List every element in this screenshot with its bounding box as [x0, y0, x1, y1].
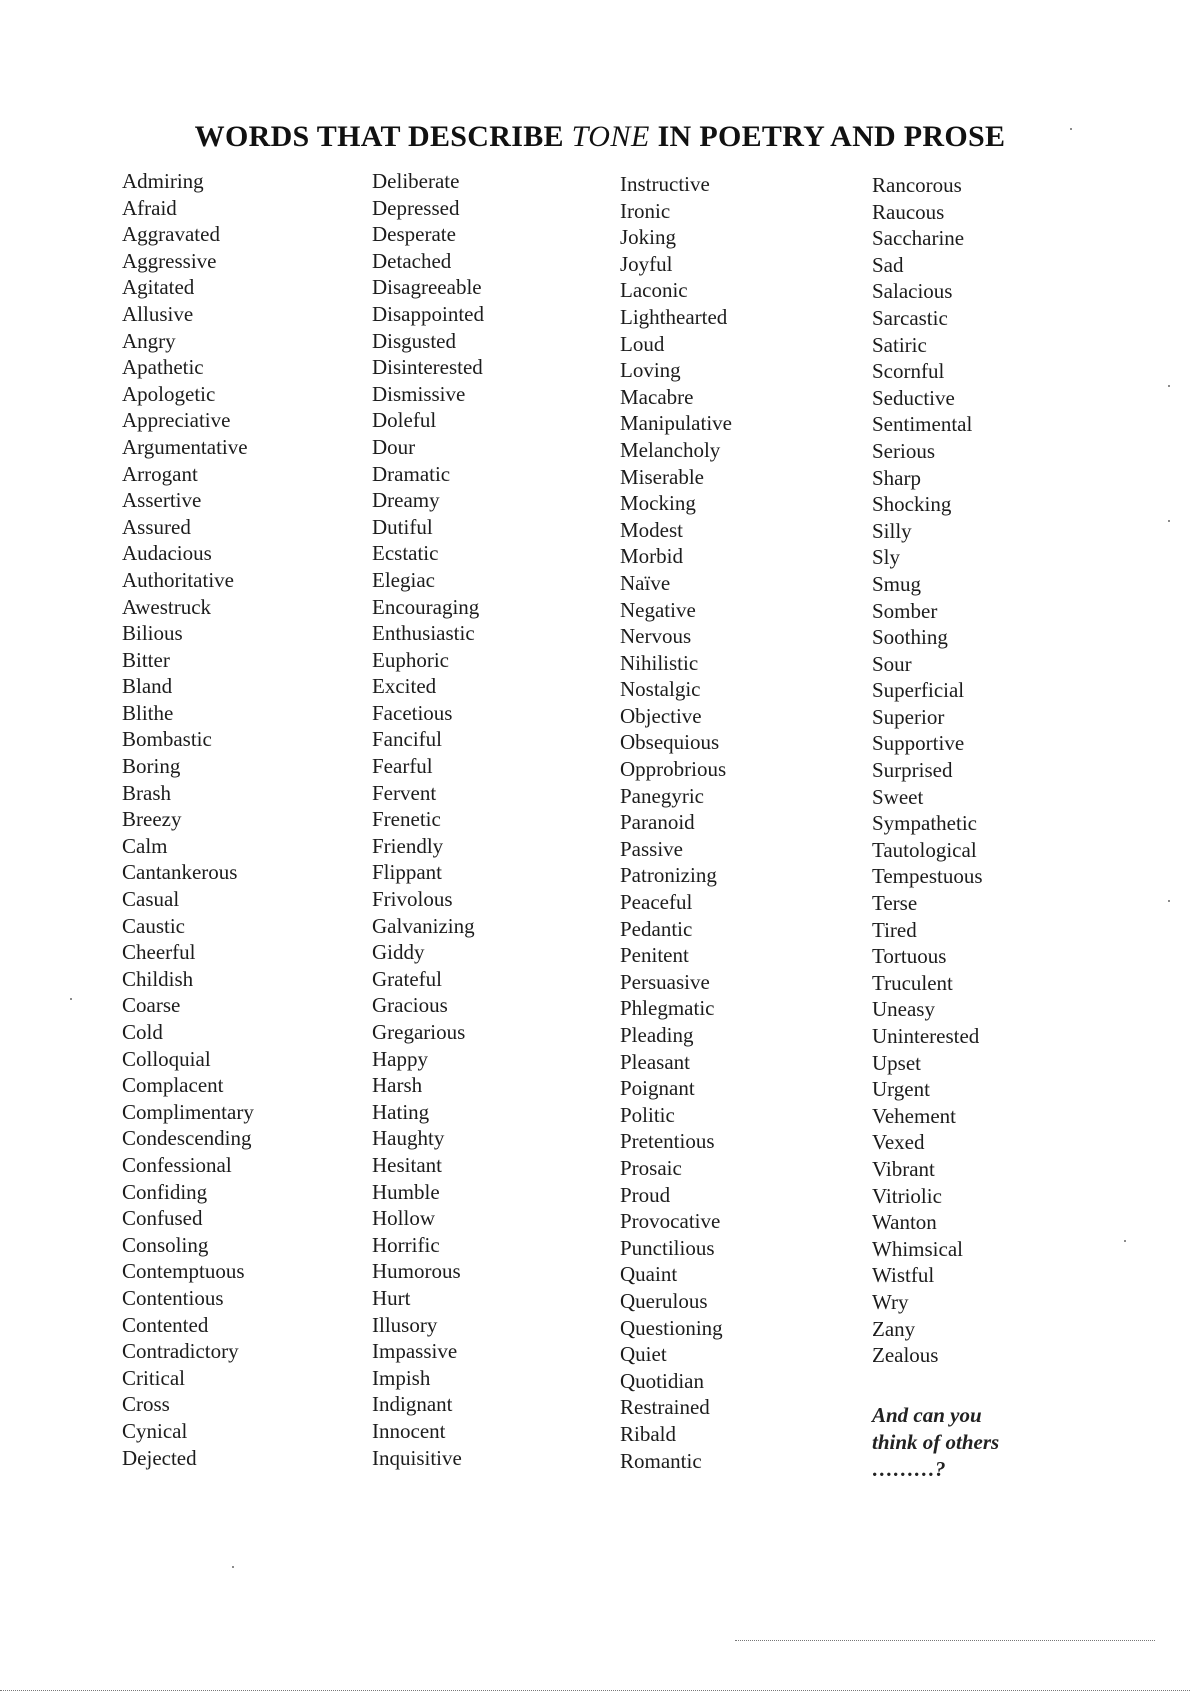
tone-word: Passive [620, 836, 683, 861]
tone-word: Truculent [872, 970, 953, 995]
tone-word: Proud [620, 1182, 671, 1207]
tone-word: Innocent [372, 1418, 446, 1443]
tone-word: Smug [872, 571, 922, 596]
tone-word: Opprobrious [620, 757, 727, 782]
page-title [0, 120, 1200, 154]
tone-word: Sarcastic [872, 305, 948, 330]
tone-word: Joking [620, 225, 677, 250]
tone-word: Shocking [872, 492, 952, 517]
tone-word: Contentious [122, 1285, 224, 1310]
tone-word: Sly [872, 545, 901, 570]
tone-word: Modest [620, 517, 683, 542]
tone-word: Dismissive [372, 381, 466, 406]
tone-word: Sad [872, 252, 904, 277]
tone-word: Joyful [620, 251, 673, 276]
tone-word: Hating [372, 1099, 430, 1124]
tone-word: Manipulative [620, 411, 732, 436]
tone-word: Rancorous [872, 173, 962, 197]
tone-word: Pleasant [620, 1049, 690, 1074]
tone-word: Bombastic [122, 727, 212, 752]
tone-word: Seductive [872, 385, 955, 410]
tone-word: Flippant [372, 860, 443, 885]
tone-word: Calm [122, 833, 168, 858]
scan-artifact-speck [70, 998, 72, 1000]
tone-word: Objective [620, 703, 702, 728]
tone-word: Fervent [372, 780, 437, 805]
tone-word: Authoritative [122, 567, 234, 592]
tone-word: Loud [620, 331, 665, 356]
tone-word: Tired [872, 917, 917, 942]
tone-word: Panegyric [620, 783, 704, 808]
tone-word: Poignant [620, 1076, 695, 1101]
tone-word: Querulous [620, 1288, 708, 1313]
tone-word: Humble [372, 1179, 440, 1204]
tone-word: Obsequious [620, 730, 720, 755]
tone-word: Punctilious [620, 1235, 715, 1260]
tone-word: Instructive [620, 172, 710, 196]
scan-artifact-speck [1070, 128, 1072, 130]
closing-prompt-line-3: ………? [872, 1457, 946, 1481]
tone-word: Sentimental [872, 412, 973, 437]
tone-word: Confused [122, 1206, 203, 1231]
tone-word: Gracious [372, 993, 448, 1018]
tone-word: Aggravated [122, 222, 220, 247]
tone-word: Wistful [872, 1263, 935, 1288]
tone-word: Breezy [122, 807, 182, 832]
tone-word: Angry [122, 328, 176, 353]
tone-word: Mocking [620, 491, 696, 516]
tone-word: Dour [372, 434, 416, 459]
tone-word: Penitent [620, 943, 689, 968]
scan-artifact-speck [1168, 520, 1170, 522]
tone-word: Frenetic [372, 807, 441, 832]
tone-word: Wry [872, 1289, 909, 1314]
tone-word: Supportive [872, 731, 965, 756]
tone-word: Detached [372, 248, 452, 273]
tone-word: Ironic [620, 198, 671, 223]
tone-word: Coarse [122, 993, 181, 1018]
tone-word: Cross [122, 1392, 170, 1417]
tone-word: Cantankerous [122, 860, 238, 885]
word-column-3 [620, 171, 732, 1474]
tone-word: Tortuous [872, 944, 947, 969]
tone-word: Lighthearted [620, 304, 728, 329]
tone-word: Morbid [620, 544, 683, 569]
tone-word: Happy [372, 1046, 428, 1071]
tone-word: Apologetic [122, 381, 216, 406]
tone-word: Saccharine [872, 226, 965, 251]
tone-word: Somber [872, 598, 938, 623]
scan-artifact-speck [232, 1566, 234, 1568]
tone-word: Soothing [872, 625, 948, 650]
tone-word: Melancholy [620, 437, 721, 462]
closing-prompt-line-1: And can you [872, 1403, 982, 1427]
tone-word: Pedantic [620, 916, 693, 941]
tone-word: Grateful [372, 966, 442, 991]
tone-word: Ribald [620, 1421, 676, 1446]
tone-word: Humorous [372, 1259, 461, 1284]
closing-prompt-line-2: think of others [872, 1430, 1000, 1454]
tone-word: Disgusted [372, 328, 456, 353]
tone-word: Agitated [122, 275, 195, 300]
tone-word: Quotidian [620, 1368, 704, 1393]
tone-word: Satiric [872, 332, 927, 357]
tone-word: Cynical [122, 1418, 188, 1443]
tone-word: Fearful [372, 754, 433, 779]
tone-word: Vitriolic [872, 1183, 942, 1208]
tone-word: Fanciful [372, 727, 442, 752]
tone-word: Dramatic [372, 461, 451, 486]
tone-word: Peaceful [620, 890, 693, 915]
tone-word: Sour [872, 651, 912, 676]
tone-word: Encouraging [372, 594, 480, 619]
tone-word: Apathetic [122, 355, 204, 380]
tone-word: Scornful [872, 359, 945, 384]
tone-word: Loving [620, 358, 681, 383]
tone-word: Uneasy [872, 997, 935, 1022]
tone-word: Gregarious [372, 1020, 466, 1044]
tone-word: Confessional [122, 1152, 232, 1177]
tone-word: Horrific [372, 1232, 440, 1257]
tone-word: Serious [872, 438, 935, 463]
title-suffix: IN POETRY AND PROSE [649, 120, 1006, 154]
tone-word: Nihilistic [620, 650, 699, 675]
tone-word: Bland [122, 674, 173, 699]
tone-word: Desperate [372, 222, 456, 247]
tone-word: Naïve [620, 570, 671, 595]
tone-word: Bilious [122, 621, 183, 646]
closing-prompt [872, 1402, 999, 1483]
scan-artifact-speck [1124, 1240, 1126, 1242]
tone-word: Childish [122, 966, 194, 991]
tone-word: Phlegmatic [620, 996, 715, 1021]
tone-word: Superficial [872, 678, 965, 703]
tone-word: Tautological [872, 837, 977, 862]
tone-word: Frivolous [372, 887, 453, 912]
tone-word: Dejected [122, 1445, 197, 1470]
tone-word: Ecstatic [372, 541, 439, 566]
word-column-1 [122, 168, 254, 1471]
tone-word: Hollow [372, 1206, 435, 1231]
tone-word: Zany [872, 1316, 916, 1341]
tone-word: Vehement [872, 1103, 956, 1128]
word-column-2 [372, 168, 484, 1471]
tone-word: Romantic [620, 1448, 702, 1473]
tone-word: Brash [122, 780, 171, 805]
tone-word: Paranoid [620, 810, 695, 835]
tone-word: Negative [620, 597, 696, 622]
tone-word: Doleful [372, 408, 437, 433]
tone-word: Cold [122, 1020, 163, 1044]
tone-word: Assured [122, 514, 191, 539]
tone-word: Urgent [872, 1077, 930, 1102]
tone-word: Contented [122, 1312, 209, 1337]
tone-word: Caustic [122, 913, 185, 938]
tone-word: Terse [872, 891, 918, 916]
tone-word: Friendly [372, 833, 444, 858]
tone-word: Macabre [620, 384, 694, 409]
tone-word: Dutiful [372, 514, 433, 539]
tone-word: Questioning [620, 1315, 723, 1340]
tone-word: Indignant [372, 1392, 453, 1417]
word-column-4 [872, 172, 983, 1369]
tone-word: Arrogant [122, 461, 198, 486]
tone-word: Quiet [620, 1342, 667, 1367]
tone-word: Raucous [872, 199, 945, 224]
tone-word: Pleading [620, 1023, 694, 1047]
tone-word: Surprised [872, 758, 953, 783]
tone-word: Pretentious [620, 1129, 715, 1154]
tone-word: Cheerful [122, 940, 196, 965]
tone-word: Confiding [122, 1179, 208, 1204]
tone-word: Disappointed [372, 301, 484, 326]
tone-word: Excited [372, 674, 437, 699]
tone-word: Enthusiastic [372, 621, 475, 646]
tone-word: Inquisitive [372, 1445, 462, 1470]
tone-word: Audacious [122, 541, 212, 566]
scan-artifact-speck [1168, 385, 1170, 387]
tone-word: Consoling [122, 1232, 209, 1257]
tone-word: Nostalgic [620, 677, 701, 702]
tone-word: Sweet [872, 784, 924, 809]
tone-word: Casual [122, 887, 180, 912]
tone-word: Vibrant [872, 1156, 935, 1181]
tone-word: Harsh [372, 1073, 423, 1098]
scan-artifact-speck [1168, 900, 1170, 902]
tone-word: Contradictory [122, 1339, 239, 1364]
tone-word: Critical [122, 1365, 185, 1390]
tone-word: Giddy [372, 940, 425, 965]
tone-word: Upset [872, 1050, 921, 1075]
tone-word: Appreciative [122, 408, 231, 433]
tone-word: Awestruck [122, 594, 212, 619]
tone-word: Tempestuous [872, 864, 983, 889]
tone-word: Aggressive [122, 248, 217, 273]
tone-word: Dreamy [372, 488, 440, 513]
tone-word: Silly [872, 518, 912, 543]
tone-word: Nervous [620, 624, 692, 649]
tone-word: Admiring [122, 169, 204, 193]
tone-word: Assertive [122, 488, 202, 513]
tone-word: Persuasive [620, 969, 710, 994]
tone-word: Sharp [872, 465, 921, 490]
tone-word: Contemptuous [122, 1259, 245, 1284]
tone-word: Politic [620, 1102, 675, 1127]
title-emphasis-tone: TONE [571, 120, 650, 154]
tone-word: Complimentary [122, 1099, 254, 1124]
scan-artifact-line [735, 1640, 1155, 1641]
tone-word: Deliberate [372, 169, 460, 193]
tone-word: Colloquial [122, 1046, 211, 1071]
tone-word: Elegiac [372, 567, 435, 592]
tone-word: Wanton [872, 1210, 937, 1235]
tone-word: Sympathetic [872, 811, 977, 836]
scan-artifact-line [0, 1690, 1190, 1691]
tone-word: Condescending [122, 1126, 252, 1151]
tone-word: Superior [872, 704, 945, 729]
tone-word: Haughty [372, 1126, 445, 1151]
tone-word: Quaint [620, 1262, 678, 1287]
tone-word: Hurt [372, 1285, 411, 1310]
tone-word: Laconic [620, 278, 688, 303]
tone-word: Miserable [620, 464, 704, 489]
tone-word: Depressed [372, 195, 460, 220]
tone-word: Hesitant [372, 1152, 442, 1177]
tone-word: Bitter [122, 647, 170, 672]
tone-word: Impassive [372, 1339, 458, 1364]
tone-word: Complacent [122, 1073, 224, 1098]
tone-word: Uninterested [872, 1024, 980, 1048]
tone-word: Facetious [372, 700, 453, 725]
tone-word: Patronizing [620, 863, 717, 888]
tone-word: Prosaic [620, 1155, 682, 1180]
tone-word: Euphoric [372, 647, 449, 672]
tone-word: Allusive [122, 301, 194, 326]
tone-word: Disinterested [372, 355, 483, 380]
tone-word: Disagreeable [372, 275, 482, 300]
tone-word: Provocative [620, 1209, 721, 1234]
tone-word: Blithe [122, 700, 174, 725]
tone-word: Restrained [620, 1395, 710, 1420]
title-prefix: WORDS THAT DESCRIBE [194, 120, 572, 154]
tone-word: Zealous [872, 1343, 939, 1368]
tone-word: Vexed [872, 1130, 925, 1155]
tone-word: Salacious [872, 279, 953, 304]
tone-word: Galvanizing [372, 913, 475, 938]
tone-word: Afraid [122, 195, 177, 220]
tone-word: Argumentative [122, 434, 248, 459]
tone-word: Whimsical [872, 1236, 963, 1261]
tone-word: Boring [122, 754, 181, 779]
tone-word: Illusory [372, 1312, 438, 1337]
tone-word: Impish [372, 1365, 431, 1390]
